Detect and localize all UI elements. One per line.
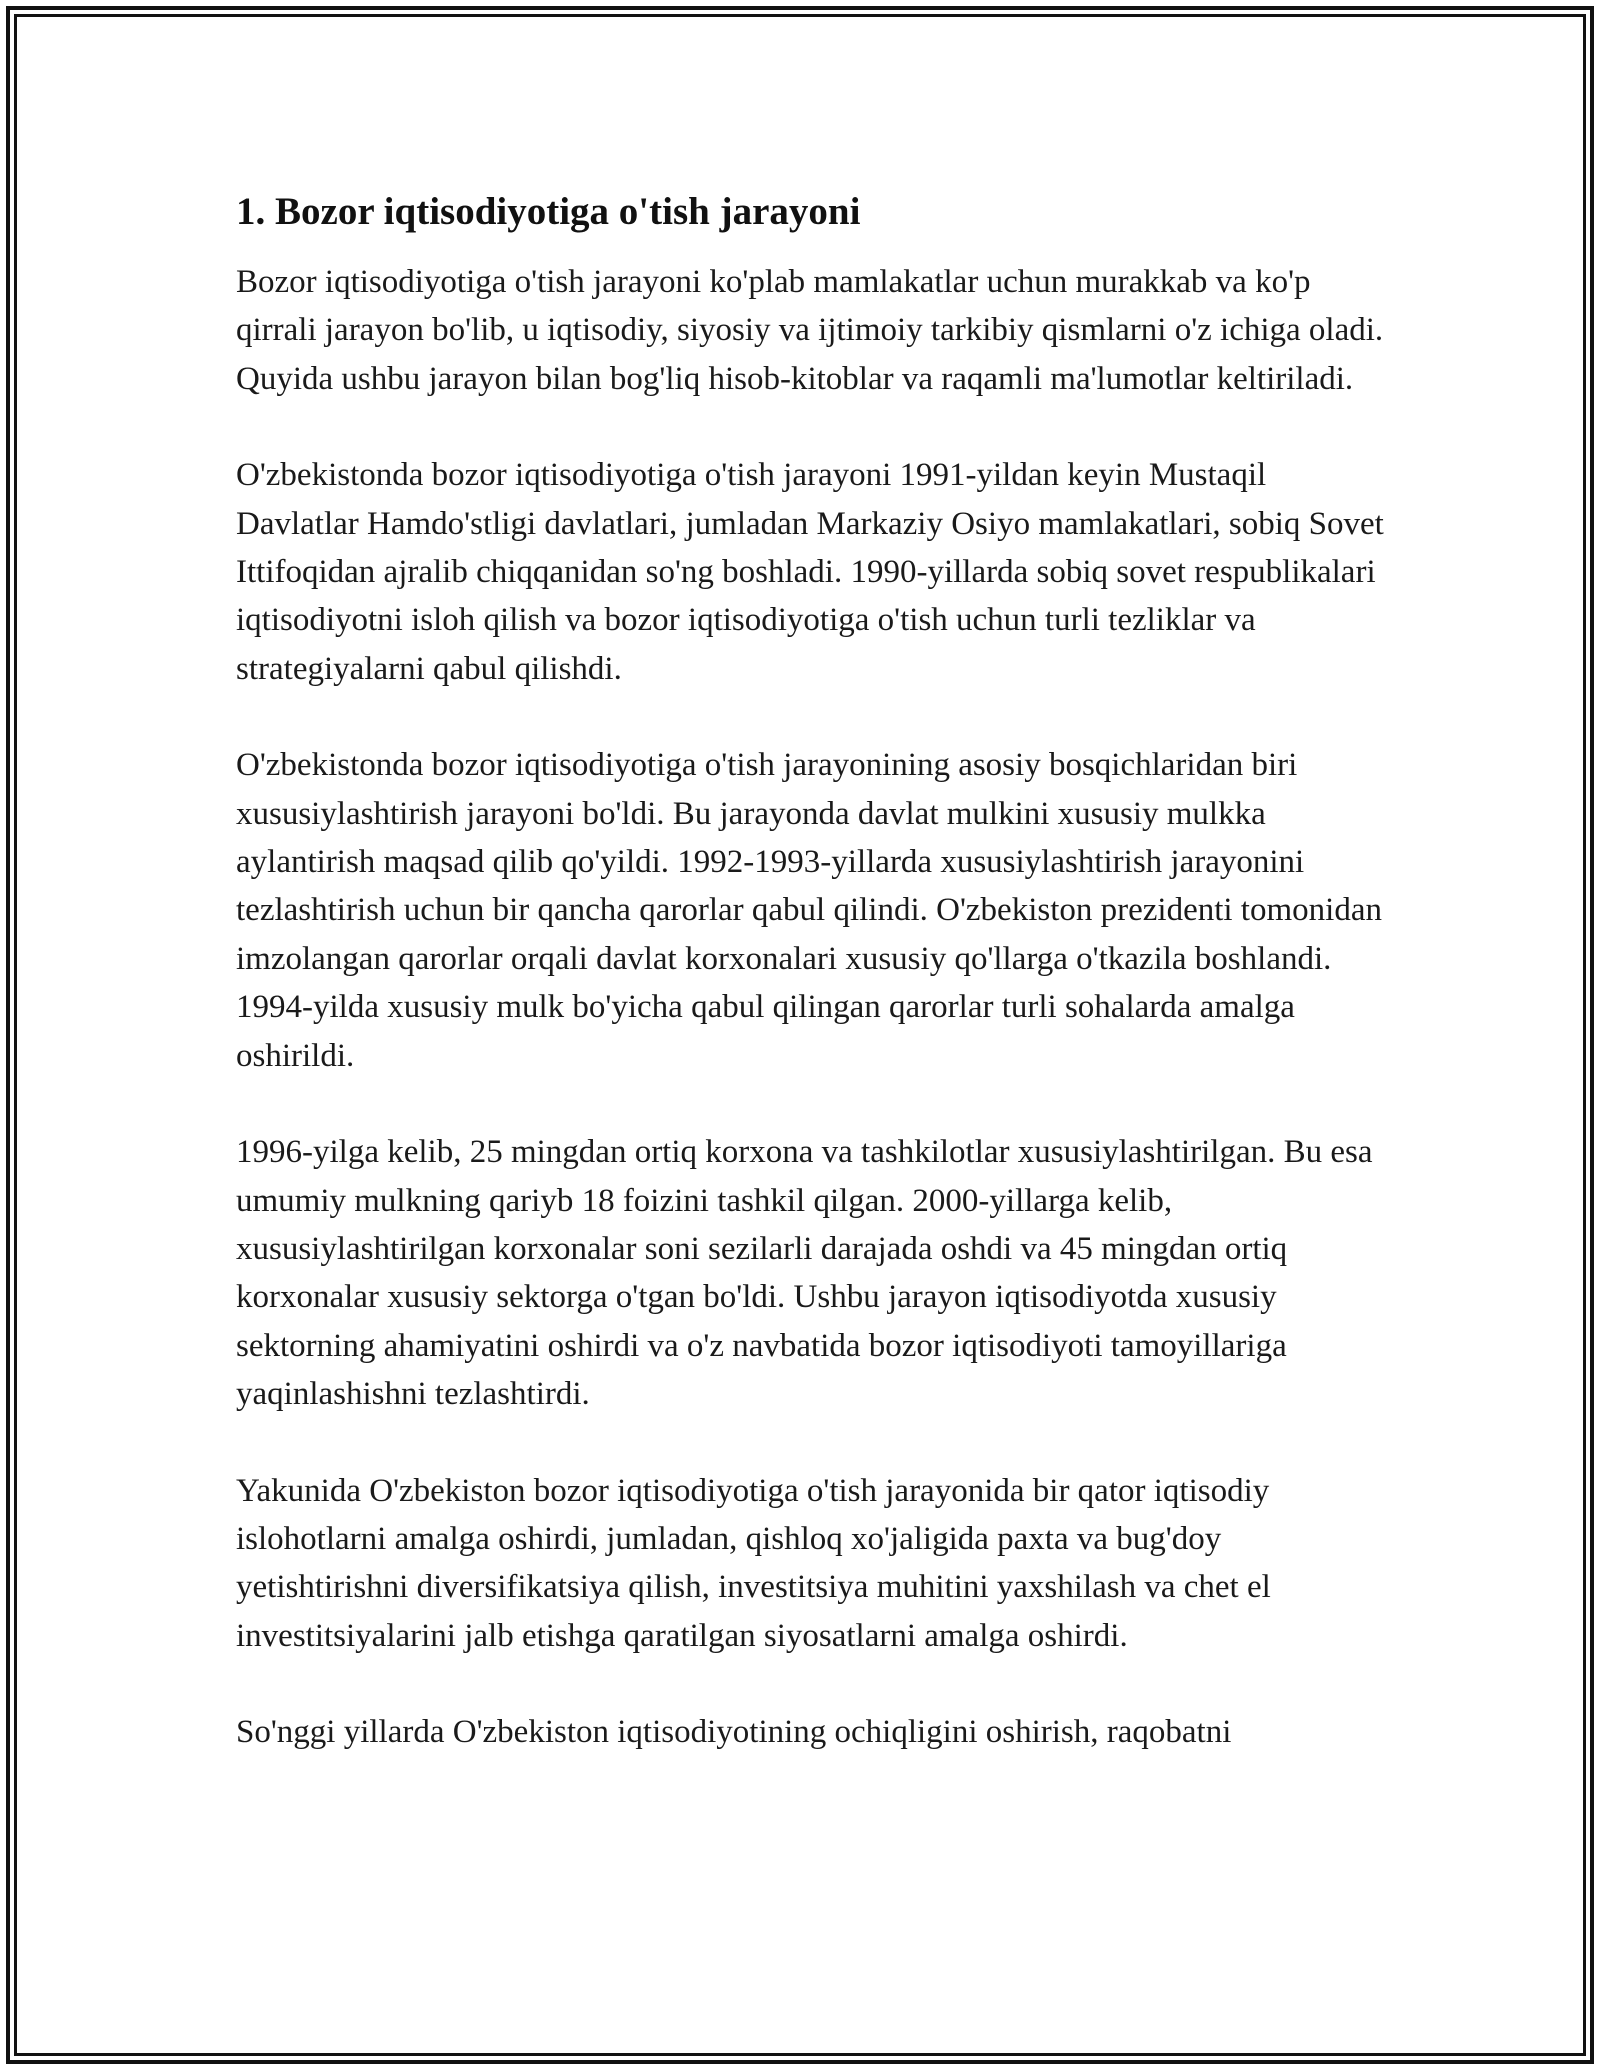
paragraph-statistics: 1996-yilga kelib, 25 mingdan ortiq korxona va tashkilotlar xususiylashtirilgan. Bu esa umumiy mulkning qariyb 18 foizini tashkil qilgan. 2000-yillarga kelib, xususiylashtirilgan korxonalar soni sezilarli darajada oshdi va 45 mingdan ortiq korxonalar xususiy sektorga o'tgan bo'ldi. Ushbu jarayon iqtisodiyotda xususiy sektorning ahamiyatini oshirdi va o'z navbatida bozor iqtisodiyoti tamoyillariga yaqinlashishni tezlashtirdi.	[236, 1134, 1373, 1413]
paragraph-reforms: Yakunida O'zbekiston bozor iqtisodiyotiga o'tish jarayonida bir qator iqtisodiy islohotlarni amalga oshirdi, jumladan, qishloq xo'jaligida paxta va bug'doy yetishtirishni diversifikatsiya qilish, investitsiya muhitini yaxshilash va chet el investitsiyalarini jalb etishga qaratilgan siyosatlarni amalga oshirdi.	[236, 1472, 1271, 1654]
paragraph-intro: Bozor iqtisodiyotiga o'tish jarayoni ko'plab mamlakatlar uchun murakkab va ko'p qirrali jarayon bo'lib, u iqtisodiy, siyosiy va ijtimoiy tarkibiy qismlarni o'z ichiga oladi. Quyida ushbu jarayon bilan bog'liq hisob-kitoblar va raqamli ma'lumotlar keltiriladi.	[236, 264, 1384, 397]
document-body	[236, 186, 1386, 1805]
paragraph-privatization: O'zbekistonda bozor iqtisodiyotiga o'tish jarayonining asosiy bosqichlaridan biri xususiylashtirish jarayoni bo'ldi. Bu jarayonda davlat mulkini xususiy mulkka aylantirish maqsad qilib qo'yildi. 1992-1993-yillarda xususiylashtirish jarayonini tezlashtirish uchun bir qancha qarorlar qabul qilindi. O'zbekiston prezidenti tomonidan imzolangan qarorlar orqali davlat korxonalari xususiy qo'llarga o'tkazila boshlandi. 1994-yilda xususiy mulk bo'yicha qabul qilingan qarorlar turli sohalarda amalga oshirildi.	[236, 747, 1382, 1074]
section-heading: 1. Bozor iqtisodiyotiga o'tish jarayoni	[236, 190, 861, 233]
paragraph-recent-years: So'nggi yillarda O'zbekiston iqtisodiyotining ochiqligini oshirish, raqobatni	[236, 1714, 1232, 1751]
paragraph-history: O'zbekistonda bozor iqtisodiyotiga o'tish jarayoni 1991-yildan keyin Mustaqil Davlatlar Hamdo'stligi davlatlari, jumladan Markaziy Osiyo mamlakatlari, sobiq Sovet Ittifoqidan ajralib chiqqanidan so'ng boshladi. 1990-yillarda sobiq sovet respublikalari iqtisodiyotni isloh qilish va bozor iqtisodiyotiga o'tish uchun turli tezliklar va strategiyalarni qabul qilishdi.	[236, 457, 1384, 687]
